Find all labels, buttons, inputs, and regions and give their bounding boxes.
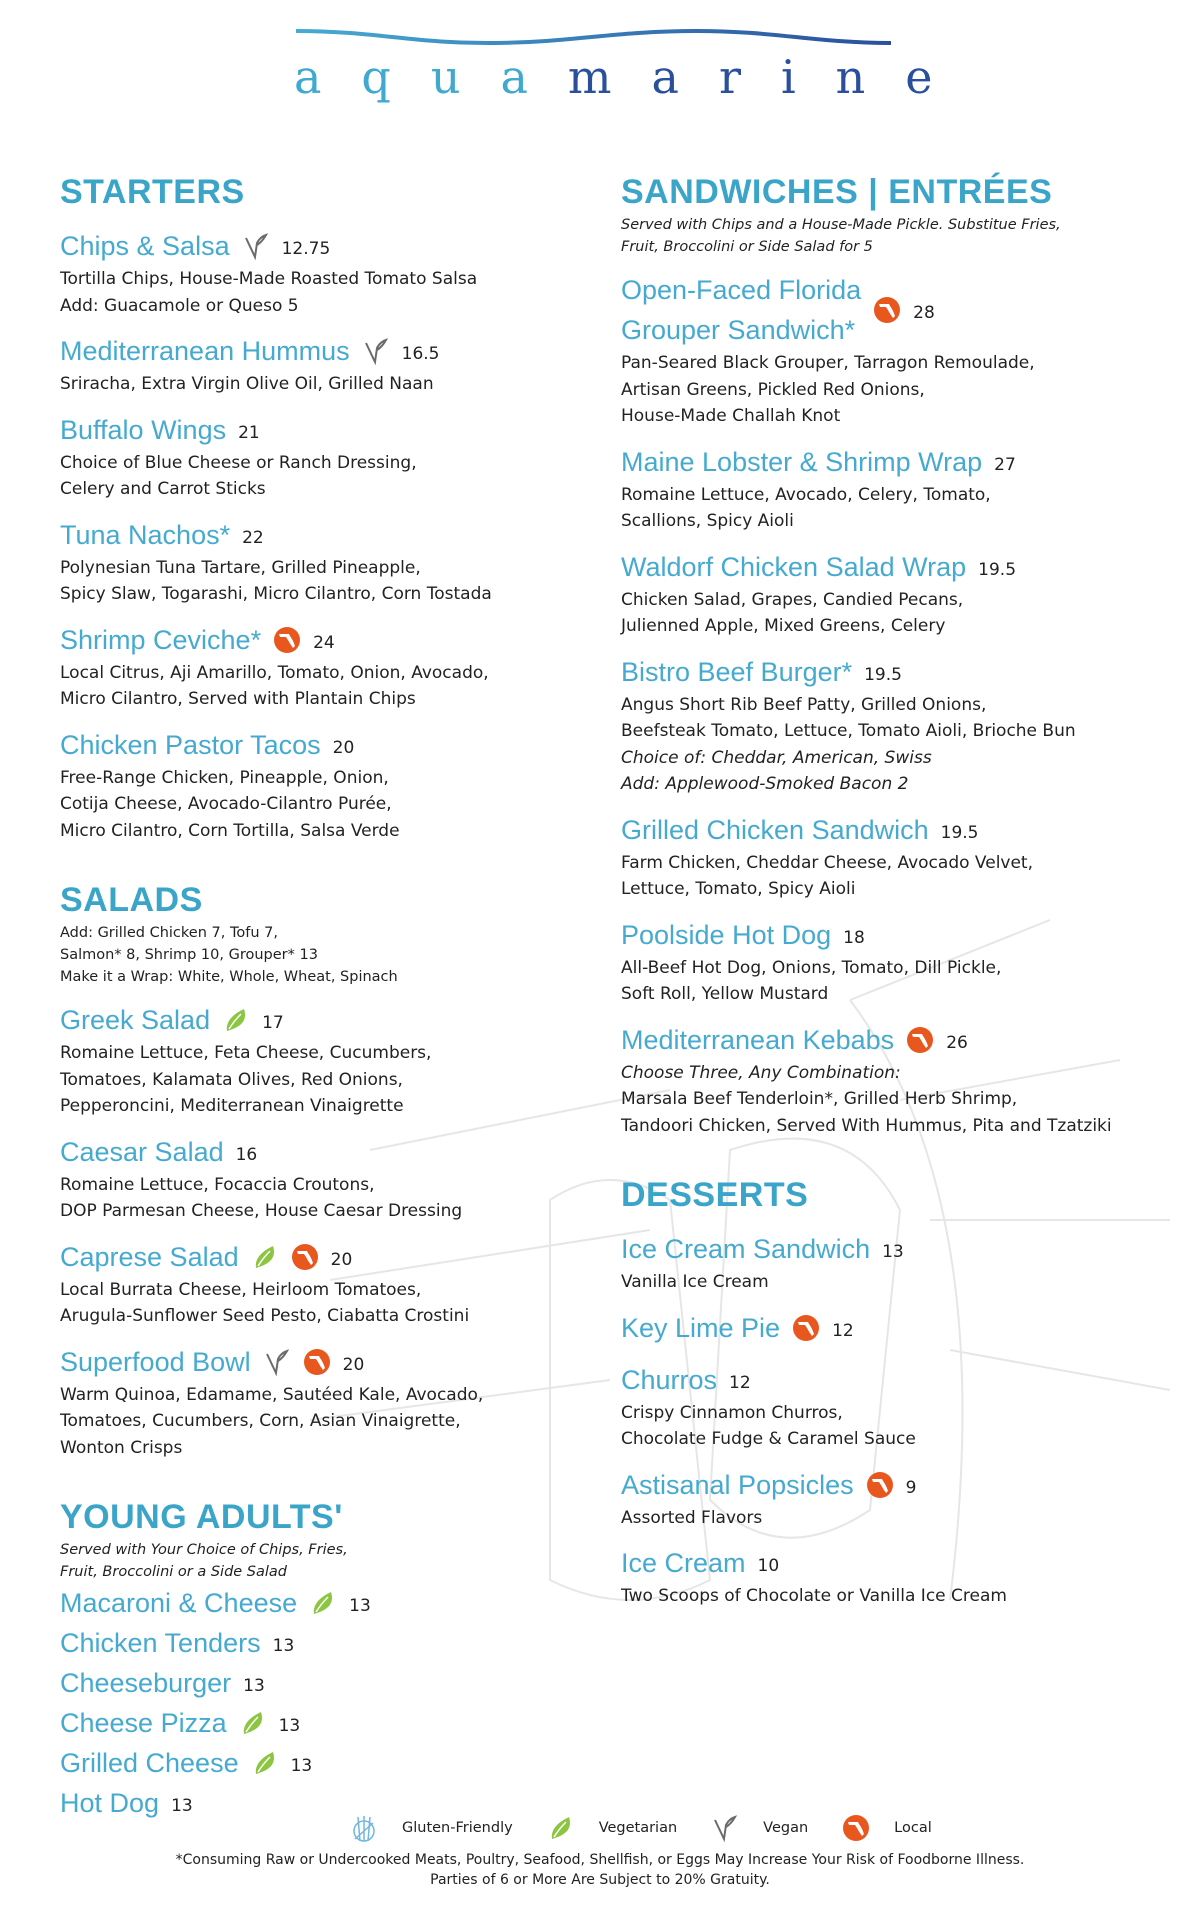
vegetarian-icon (239, 1709, 267, 1737)
legend-label: Gluten-Friendly (402, 1820, 513, 1836)
section-note: Salmon* 8, Shrimp 10, Grouper* 13 (60, 947, 318, 963)
menu-item-price: 12.75 (281, 239, 331, 259)
menu-item-name: Waldorf Chicken Salad Wrap (621, 551, 967, 582)
menu-item-name: Tuna Nachos* (60, 519, 231, 550)
section-note: Add: Grilled Chicken 7, Tofu 7, (60, 925, 278, 941)
menu-item-price: 20 (330, 1249, 353, 1270)
menu-item-header (621, 1020, 1191, 1060)
menu-item-description: Pepperoncini, Mediterranean Vinaigrette (60, 1096, 404, 1116)
menu-item-name: Cheese Pizza (60, 1708, 227, 1738)
vegetarian-icon (547, 1813, 575, 1843)
menu-item-description: Sriracha, Extra Virgin Olive Oil, Grilled Naan (60, 374, 434, 394)
vegetarian-icon (251, 1243, 279, 1271)
vegetarian-icon-graphic (222, 1006, 250, 1034)
menu-item-price: 13 (272, 1636, 295, 1656)
menu-item (60, 226, 620, 319)
menu-item-header (621, 915, 1191, 955)
menu-item-header (60, 1663, 620, 1703)
menu-item (621, 1229, 1191, 1296)
logo-part-aqua: aqua (294, 50, 568, 104)
menu-item-description: Add: Applewood-Smoked Bacon 2 (621, 774, 909, 794)
menu-item-name: Shrimp Ceviche* (60, 624, 262, 655)
menu-item-name: Poolside Hot Dog (621, 919, 832, 950)
menu-item-description: House-Made Challah Knot (621, 406, 841, 426)
menu-item-price: 10 (757, 1556, 780, 1576)
menu-item-header (60, 410, 620, 450)
menu-item-name: Ice Cream Sandwich (621, 1234, 871, 1264)
menu-item-name: Buffalo Wings (60, 414, 227, 445)
left-column (60, 170, 620, 1857)
menu-item-header (60, 331, 620, 371)
menu-item (60, 515, 620, 608)
menu-item-name: Caprese Salad (60, 1241, 239, 1272)
menu-item-description: Angus Short Rib Beef Patty, Grilled Onions, (621, 694, 987, 715)
menu-item-price: 28 (913, 303, 935, 323)
menu-item-price: 26 (946, 1032, 968, 1053)
menu-item-description: Free-Range Chicken, Pineapple, Onion, (60, 767, 389, 788)
menu-item-description: Spicy Slaw, Togarashi, Micro Cilantro, Corn Tostada (60, 584, 492, 604)
menu-item-name: Chicken Tenders (60, 1628, 261, 1658)
menu-item-price: 13 (882, 1242, 904, 1262)
menu-item-description: Tomatoes, Cucumbers, Corn, Asian Vinaigrette, (60, 1411, 461, 1431)
local-icon (842, 1813, 870, 1843)
menu-item-name: Caesar Salad (60, 1136, 224, 1167)
menu-item (60, 1583, 620, 1623)
menu-item-header (621, 1543, 1191, 1583)
menu-item-name: Maine Lobster & Shrimp Wrap (621, 446, 983, 477)
menu-item-description: Tandoori Chicken, Served With Hummus, Pita and Tzatziki (621, 1115, 1112, 1136)
menu-item (621, 652, 1191, 798)
local-icon-graphic (291, 1243, 319, 1271)
menu-item-header (621, 1465, 1191, 1505)
menu-item-price: 17 (262, 1013, 284, 1033)
menu-item (60, 331, 620, 398)
vegetarian-icon (251, 1749, 279, 1777)
local-icon (906, 1026, 934, 1054)
vegetarian-icon-graphic (251, 1243, 279, 1271)
menu-item (621, 810, 1191, 903)
menu-item-name: Grilled Cheese (60, 1748, 239, 1778)
menu-item-header (60, 1583, 620, 1623)
menu-item-description: Farm Chicken, Cheddar Cheese, Avocado Velvet, (621, 852, 1034, 873)
legend (350, 1813, 966, 1843)
menu-item-price: 24 (313, 632, 335, 653)
menu-item-description: Two Scoops of Chocolate or Vanilla Ice Cream (621, 1586, 1007, 1606)
menu-item (60, 1743, 620, 1783)
menu-section (60, 1495, 620, 1823)
logo-part-marine: marine (567, 50, 973, 104)
menu-item-description: Wonton Crisps (60, 1437, 183, 1458)
menu-section (621, 170, 1191, 1139)
local-icon (291, 1243, 319, 1271)
menu-item-price: 22 (242, 527, 264, 548)
menu-item-description: Polynesian Tuna Tartare, Grilled Pineapple, (60, 557, 421, 578)
menu-item-description: Lettuce, Tomato, Spicy Aioli (621, 879, 856, 899)
section-title: SALADS (60, 881, 203, 919)
menu-item-header (60, 226, 620, 266)
menu-item-description: Tortilla Chips, House-Made Roasted Tomato Salsa (60, 269, 478, 289)
menu-item-price: 19.5 (864, 664, 902, 685)
menu-item (621, 915, 1191, 1008)
menu-item-header (60, 1623, 620, 1663)
menu-item-price: 16 (235, 1144, 258, 1165)
menu-item (621, 1360, 1191, 1453)
menu-item-price: 13 (243, 1676, 265, 1696)
menu-item-description: Cotija Cheese, Avocado-Cilantro Purée, (60, 794, 392, 814)
menu-item (60, 1703, 620, 1743)
menu-item-description: Chocolate Fudge & Caramel Sauce (621, 1429, 916, 1449)
menu-item-name: Hot Dog (60, 1788, 160, 1818)
menu-item-price: 13 (290, 1756, 313, 1776)
section-title: DESSERTS (621, 1176, 809, 1214)
vegetarian-icon-graphic (239, 1709, 267, 1737)
legend-label: Vegetarian (598, 1820, 678, 1836)
menu-item-description: All-Beef Hot Dog, Onions, Tomato, Dill Pickle, (621, 957, 1002, 978)
section-title: SANDWICHES | ENTRÉES (621, 173, 1053, 211)
menu-item-header (621, 270, 1191, 350)
legend-item-gluten (350, 1813, 513, 1843)
menu-item (60, 1237, 620, 1330)
legend-item-local (842, 1813, 932, 1843)
logo-wordmark (294, 50, 973, 104)
menu-item-price: 13 (278, 1716, 301, 1736)
menu-item-description: Julienned Apple, Mixed Greens, Celery (621, 616, 946, 636)
menu-item-price: 16.5 (401, 344, 440, 364)
menu-item (621, 1308, 1191, 1348)
menu-item-name: Mediterranean Hummus (60, 336, 350, 366)
menu-item-price: 21 (238, 422, 260, 443)
menu-item-name: Grilled Chicken Sandwich (621, 814, 929, 845)
menu-item (621, 442, 1191, 535)
menu-item-price: 20 (332, 737, 355, 758)
menu-item-header (621, 652, 1191, 692)
menu-item-header (60, 1000, 620, 1040)
menu-item-header (621, 1229, 1191, 1269)
menu-item-name: Bistro Beef Burger* (621, 656, 853, 687)
menu-item-price: 12 (729, 1372, 751, 1393)
vegan-icon (263, 1348, 291, 1376)
menu-item-header (60, 725, 620, 765)
menu-item-description: Micro Cilantro, Corn Tortilla, Salsa Verde (60, 820, 400, 841)
local-icon-graphic (792, 1314, 820, 1342)
local-icon-graphic (273, 626, 301, 654)
vegetarian-icon (309, 1589, 337, 1617)
menu-item-name: Open-Faced Florida Grouper Sandwich* (621, 275, 862, 345)
menu-item-price: 20 (342, 1354, 365, 1375)
menu-item-description: Choice of Blue Cheese or Ranch Dressing, (60, 452, 417, 473)
menu-item-description: Vanilla Ice Cream (621, 1272, 769, 1292)
legend-label: Local (894, 1820, 932, 1836)
section-note: Served with Your Choice of Chips, Fries, (60, 1542, 348, 1558)
vegetarian-icon-graphic (309, 1589, 337, 1617)
menu-item-description: Marsala Beef Tenderloin*, Grilled Herb Shrimp, (621, 1089, 1018, 1109)
menu-item-description: Romaine Lettuce, Feta Cheese, Cucumbers, (60, 1043, 432, 1063)
menu-item (60, 1663, 620, 1703)
menu-item-description: Assorted Flavors (621, 1507, 763, 1528)
legend-label: Vegan (763, 1820, 809, 1836)
menu-item (60, 1623, 620, 1663)
local-icon (866, 1471, 894, 1499)
footer (0, 1850, 1200, 1890)
menu-item (60, 1000, 620, 1120)
vegan-icon (711, 1813, 739, 1843)
local-icon (873, 296, 901, 324)
menu-item-description: Romaine Lettuce, Avocado, Celery, Tomato, (621, 484, 991, 505)
menu-item-header (60, 620, 620, 660)
logo (0, 0, 1200, 130)
menu-item (621, 1543, 1191, 1610)
legend-item-vegetarian (547, 1813, 677, 1843)
menu-item-description: Local Burrata Cheese, Heirloom Tomatoes, (60, 1279, 422, 1300)
menu-item-description: Beefsteak Tomato, Lettuce, Tomato Aioli, Brioche Bun (621, 721, 1076, 741)
menu-item-description: Crispy Cinnamon Churros, (621, 1402, 843, 1423)
menu-item-header (60, 1703, 620, 1743)
menu-item-header (60, 515, 620, 555)
menu-item-name: Cheeseburger (60, 1668, 232, 1698)
menu-item-description: Chicken Salad, Grapes, Candied Pecans, (621, 589, 964, 610)
vegetarian-icon (222, 1006, 250, 1034)
menu-item-price: 12 (832, 1320, 854, 1341)
menu-item-header (621, 547, 1191, 587)
section-title: STARTERS (60, 173, 245, 211)
menu-item (60, 1342, 620, 1462)
vegan-icon (242, 232, 270, 260)
vegan-icon-graphic (242, 232, 270, 260)
menu-item-header (60, 1342, 620, 1382)
gluten-icon (350, 1813, 378, 1843)
menu-item-description: Arugula-Sunflower Seed Pesto, Ciabatta Crostini (60, 1306, 470, 1326)
menu-item-header (621, 1308, 1191, 1348)
menu-section (621, 1173, 1191, 1610)
menu-item-name: Ice Cream (621, 1548, 746, 1578)
menu-item (621, 547, 1191, 640)
menu-item-price: 27 (994, 454, 1016, 475)
section-note: Fruit, Broccolini or a Side Salad (60, 1564, 288, 1580)
menu-item-name: Macaroni & Cheese (60, 1588, 298, 1618)
menu-item (60, 1132, 620, 1225)
vegan-icon (362, 337, 390, 365)
menu-item-price: 13 (349, 1596, 371, 1616)
section-note: Served with Chips and a House-Made Pickle. Substitue Fries, (621, 217, 1061, 233)
menu-item-header (60, 1237, 620, 1277)
menu-item-description: Romaine Lettuce, Focaccia Croutons, (60, 1174, 375, 1195)
menu-item (60, 410, 620, 503)
menu-item-description: DOP Parmesan Cheese, House Caesar Dressing (60, 1201, 463, 1221)
menu-item-description: Warm Quinoa, Edamame, Sautéed Kale, Avocado, (60, 1384, 484, 1405)
local-icon-graphic (873, 296, 901, 324)
section-note: Make it a Wrap: White, Whole, Wheat, Spinach (60, 969, 398, 985)
menu-item-description: Add: Guacamole or Queso 5 (60, 295, 299, 316)
menu-section (60, 170, 620, 844)
menu-item (60, 620, 620, 713)
section-note: Fruit, Broccolini or Side Salad for 5 (621, 239, 873, 255)
menu-item-name: Mediterranean Kebabs (621, 1024, 895, 1055)
menu-item-name: Chicken Pastor Tacos (60, 729, 321, 760)
gratuity-note: Parties of 6 or More Are Subject to 20% Gratuity. (430, 1872, 770, 1888)
menu-item-price: 19.5 (940, 822, 979, 843)
menu-item-description: Local Citrus, Aji Amarillo, Tomato, Onion, Avocado, (60, 662, 489, 683)
local-icon (303, 1348, 331, 1376)
menu-item-description: Tomatoes, Kalamata Olives, Red Onions, (60, 1069, 403, 1090)
local-icon-graphic (906, 1026, 934, 1054)
vegan-icon-graphic (263, 1348, 291, 1376)
menu-item-description: Choose Three, Any Combination: (621, 1062, 901, 1083)
menu-item (60, 725, 620, 845)
section-title: YOUNG ADULTS' (60, 1498, 343, 1536)
menu-item-description: Celery and Carrot Sticks (60, 479, 266, 499)
menu-item (621, 1020, 1191, 1140)
local-icon (273, 626, 301, 654)
menu-item-name: Key Lime Pie (621, 1312, 781, 1343)
menu-item-name: Greek Salad (60, 1005, 211, 1035)
menu-item-price: 13 (171, 1796, 193, 1816)
menu-item-header (621, 810, 1191, 850)
disclaimer: *Consuming Raw or Undercooked Meats, Poultry, Seafood, Shellfish, or Eggs May Increase Your Risk of Foodborne Illness. (175, 1852, 1025, 1868)
menu-item-price: 19.5 (978, 559, 1017, 580)
menu-item-price: 18 (843, 927, 865, 948)
menu-item-description: Scallions, Spicy Aioli (621, 511, 794, 531)
menu-item-header (60, 1743, 620, 1783)
vegan-icon-graphic (362, 337, 390, 365)
right-column (621, 170, 1191, 1644)
menu-item-header (60, 1132, 620, 1172)
menu-item-name: Superfood Bowl (60, 1346, 251, 1377)
menu-item-price: 9 (905, 1477, 917, 1498)
menu-item-description: Artisan Greens, Pickled Red Onions, (621, 379, 925, 400)
menu-item-name: Churros (621, 1364, 718, 1395)
menu-item-description: Pan-Seared Black Grouper, Tarragon Remoulade, (621, 353, 1035, 373)
local-icon (792, 1314, 820, 1342)
local-icon-graphic (866, 1471, 894, 1499)
local-icon-graphic (303, 1348, 331, 1376)
menu-item-description: Soft Roll, Yellow Mustard (621, 984, 829, 1004)
menu-item (621, 1465, 1191, 1532)
legend-item-vegan (711, 1813, 808, 1843)
menu-item-header (621, 442, 1191, 482)
menu-item-description: Micro Cilantro, Served with Plantain Chips (60, 689, 416, 709)
menu-item-header (621, 1360, 1191, 1400)
menu-item (621, 270, 1191, 430)
vegetarian-icon-graphic (251, 1749, 279, 1777)
menu-item-name: Astisanal Popsicles (621, 1469, 854, 1500)
wave-logo-icon (296, 26, 896, 50)
menu-item-description: Choice of: Cheddar, American, Swiss (621, 747, 932, 768)
menu-section (60, 878, 620, 1461)
menu-item-name: Chips & Salsa (60, 231, 230, 261)
